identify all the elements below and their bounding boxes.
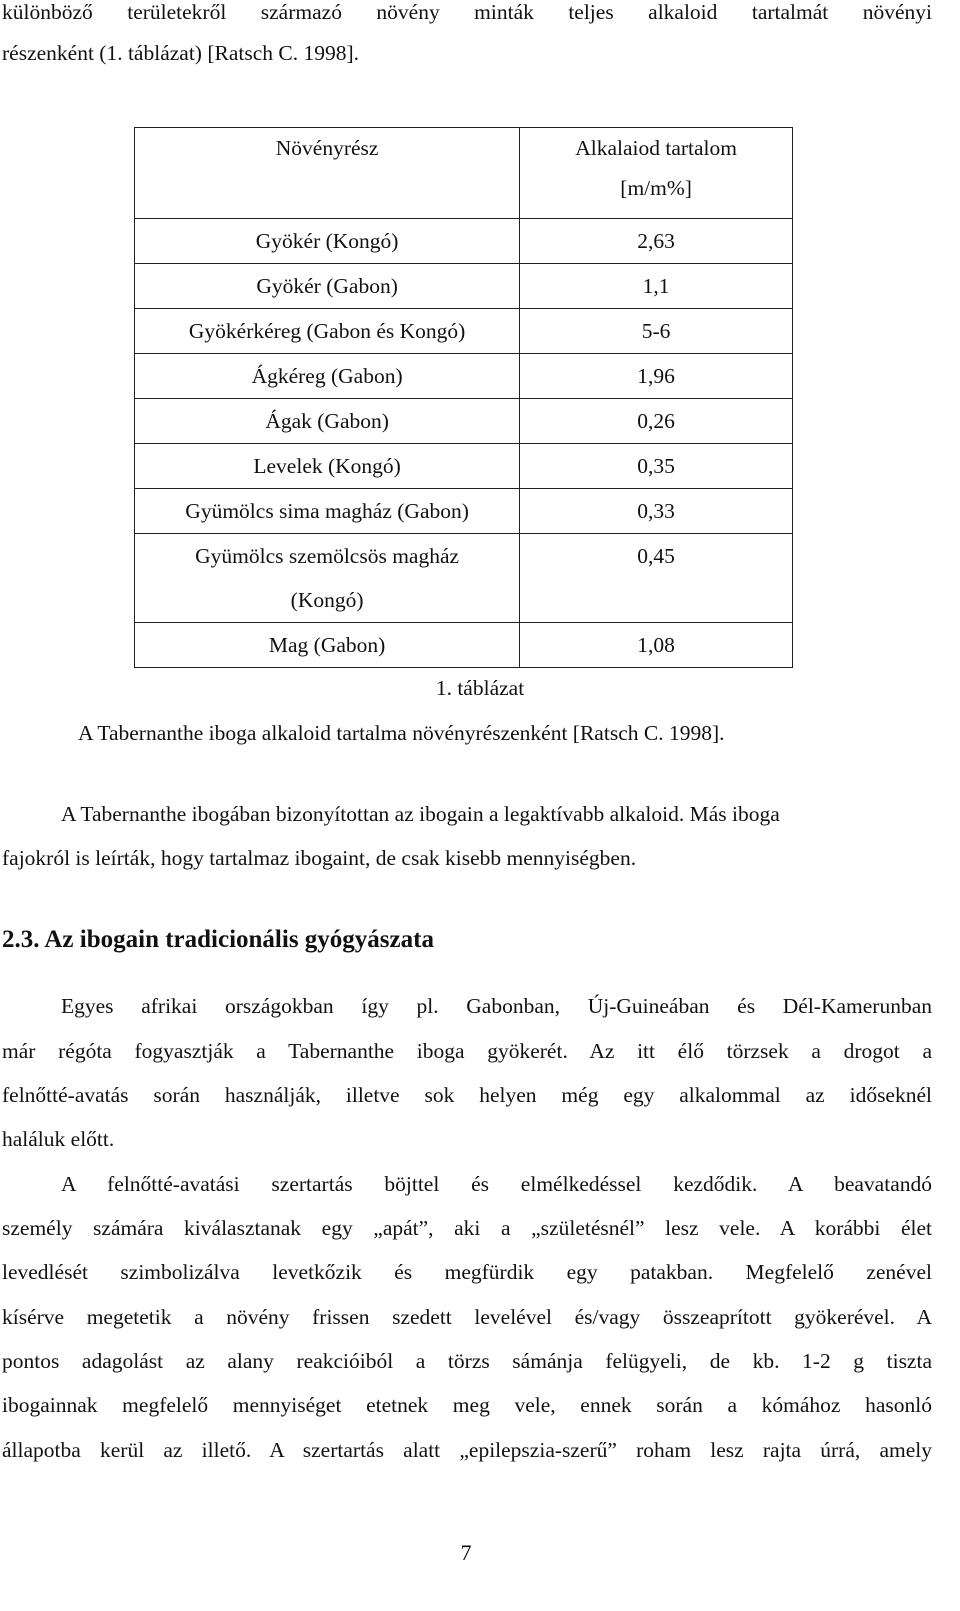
table-row [135, 534, 793, 623]
para3-line-7: állapotba kerül az illető. A szertartás alatt „epilepszia-szerű” roham lesz rajta úrrá, amely [2, 1438, 932, 1462]
table-row [135, 309, 793, 354]
content-cell: 0,33 [520, 489, 793, 534]
header-alkaloid-content-unit: [m/m%] [620, 176, 692, 200]
intro-line-1: különböző területekről származó növény minták teljes alkaloid tartalmát növényi [2, 0, 932, 24]
table-row [135, 444, 793, 489]
para3-line-6: ibogainnak megfelelő mennyiséget etetnek meg vele, ennek során a kómához hasonló [2, 1393, 932, 1417]
content-cell: 1,1 [520, 264, 793, 309]
section-heading: 2.3. Az ibogain tradicionális gyógyászata [2, 926, 434, 953]
para2-line-4: haláluk előtt. [2, 1127, 115, 1151]
alkaloid-table [134, 127, 793, 668]
content-cell: 1,96 [520, 354, 793, 399]
plant-part-line2: (Kongó) [290, 588, 364, 612]
plant-part-cell: Mag (Gabon) [135, 623, 520, 668]
page-number: 7 [460, 1540, 472, 1565]
para1-line-1: A Tabernanthe ibogában bizonyítottan az ibogain a legaktívabb alkaloid. Más iboga [61, 802, 780, 826]
intro-line-2: részenként (1. táblázat) [Ratsch C. 1998]. [2, 41, 360, 65]
table-row [135, 219, 793, 264]
para3-line-4: kísérve megetetik a növény frissen szedett levelével és/vagy összeaprított gyökerével. A [2, 1305, 932, 1329]
para1-line-2: fajokról is leírták, hogy tartalmaz ibogaint, de csak kisebb mennyiségben. [2, 846, 637, 870]
table-row [135, 399, 793, 444]
content-cell: 2,63 [520, 219, 793, 264]
content-cell: 0,35 [520, 444, 793, 489]
content-cell: 1,08 [520, 623, 793, 668]
para3-line-5: pontos adagolást az alany reakcióiból a törzs sámánja felügyeli, de kb. 1-2 g tiszta [2, 1349, 932, 1373]
plant-part-cell: Gyökér (Gabon) [135, 264, 520, 309]
plant-part-cell: Gyümölcs sima magház (Gabon) [135, 489, 520, 534]
content-cell: 0,45 [520, 534, 793, 623]
header-alkaloid-content [520, 128, 793, 219]
para3-line-3: levedlését szimbolizálva levetkőzik és megfürdik egy patakban. Megfelelő zenével [2, 1260, 932, 1284]
plant-part-line1: Gyümölcs szemölcsös magház [195, 544, 460, 568]
para2-line-3: felnőtté-avatás során használják, illetve sok helyen még egy alkalommal az időseknél [2, 1083, 932, 1107]
para3-line-1: A felnőtté-avatási szertartás böjttel és elmélkedéssel kezdődik. A beavatandó [61, 1172, 932, 1196]
header-plant-part: Növényrész [135, 128, 520, 219]
para2-line-1: Egyes afrikai országokban így pl. Gabonban, Új-Guineában és Dél-Kamerunban [61, 994, 932, 1018]
table-row [135, 264, 793, 309]
table-row [135, 623, 793, 668]
header-alkaloid-content-line1: Alkalaiod tartalom [575, 136, 737, 160]
plant-part-cell: Ágak (Gabon) [135, 399, 520, 444]
content-cell: 0,26 [520, 399, 793, 444]
table-caption-label: 1. táblázat [435, 676, 525, 700]
plant-part-cell: Gyökér (Kongó) [135, 219, 520, 264]
plant-part-cell: Ágkéreg (Gabon) [135, 354, 520, 399]
plant-part-cell: Levelek (Kongó) [135, 444, 520, 489]
para2-line-2: már régóta fogyasztják a Tabernanthe iboga gyökerét. Az itt élő törzsek a drogot a [2, 1039, 932, 1063]
table-caption-text: A Tabernanthe iboga alkaloid tartalma növényrészenként [Ratsch C. 1998]. [78, 721, 725, 745]
table-header-row [135, 128, 793, 219]
table-row [135, 489, 793, 534]
plant-part-cell [135, 534, 520, 623]
plant-part-cell: Gyökérkéreg (Gabon és Kongó) [135, 309, 520, 354]
table-row [135, 354, 793, 399]
para3-line-2: személy számára kiválasztanak egy „apát”, aki a „születésnél” lesz vele. A korábbi élet [2, 1216, 932, 1240]
content-cell: 5-6 [520, 309, 793, 354]
